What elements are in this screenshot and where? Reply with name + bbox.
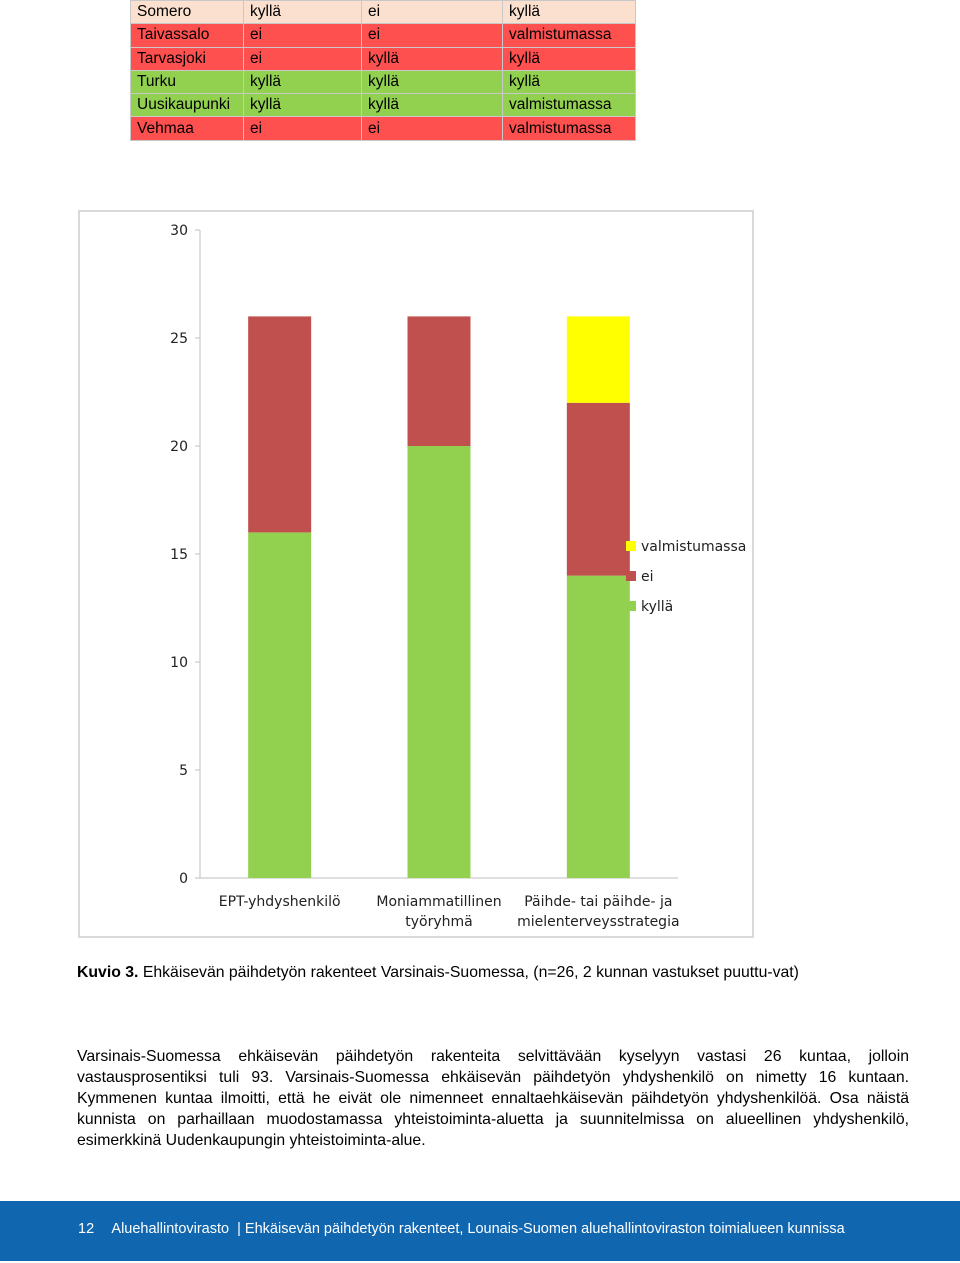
bar-segment-ei — [248, 316, 311, 532]
x-category-label: Moniammatillinen työryhmä — [376, 894, 502, 930]
table-row — [131, 47, 636, 70]
y-tick-label: 20 — [170, 439, 188, 455]
y-tick-label: 15 — [170, 547, 188, 563]
answer-cell-2: kyllä — [362, 70, 503, 93]
stacked-bar-chart — [78, 210, 754, 938]
bar-segment-kyllä — [408, 446, 471, 878]
legend-label: kyllä — [641, 599, 674, 615]
municipality-cell: Taivassalo — [131, 24, 244, 47]
legend-swatch-kyllä — [626, 601, 636, 611]
x-category-label: EPT-yhdyshenkilö — [218, 894, 341, 910]
y-tick-label: 5 — [179, 763, 188, 779]
legend-label: ei — [641, 569, 654, 585]
answer-cell-1: kyllä — [244, 1, 362, 24]
y-tick-label: 25 — [170, 331, 188, 347]
y-tick-label: 0 — [179, 871, 188, 887]
municipality-cell: Somero — [131, 1, 244, 24]
page-footer — [0, 1201, 960, 1261]
caption-text: Ehkäisevän päihdetyön rakenteet Varsinais-Suomessa, (n=26, 2 kunnan vastukset puuttu-vat) — [138, 964, 799, 981]
bar-segment-kyllä — [567, 576, 630, 878]
municipality-table — [130, 0, 636, 141]
answer-cell-1: kyllä — [244, 94, 362, 117]
legend-label: valmistumassa — [641, 539, 747, 555]
legend-swatch-valmistumassa — [626, 541, 636, 551]
answer-cell-1: ei — [244, 117, 362, 140]
answer-cell-1: ei — [244, 47, 362, 70]
chart-canvas — [80, 212, 756, 940]
answer-cell-3: kyllä — [503, 70, 636, 93]
answer-cell-2: ei — [362, 24, 503, 47]
municipality-cell: Vehmaa — [131, 117, 244, 140]
y-tick-label: 10 — [170, 655, 188, 671]
bar-segment-ei — [567, 403, 630, 576]
bar-segment-ei — [408, 316, 471, 446]
body-paragraph: Varsinais-Suomessa ehkäisevän päihdetyön rakenteita selvittävään kyselyyn vastasi 26 kuntaa, jolloin vastausprosentiksi tuli 93. Varsinais-Suomessa ehkäisevän päihdetyön yhdyshenkilö on nimetty 16 kuntaan. Kymmenen kuntaa ilmoitti, että he eivät ole nimenneet ennaltaehkäisevän päihdetyön yhdyshenkilöä. Osa näistä kunnista on parhaillaan muodostamassa yhteistoiminta-aluetta ja suunnitelmissa on alueellinen yhdyshenkilö, esimerkkinä Uudenkaupungin yhteistoiminta-alue. — [77, 1048, 909, 1149]
page-number: 12 — [78, 1221, 95, 1237]
answer-cell-1: kyllä — [244, 70, 362, 93]
answer-cell-3: kyllä — [503, 47, 636, 70]
table-row — [131, 94, 636, 117]
x-category-label: Päihde- tai päihde- ja mielenterveysstrategia — [517, 894, 680, 930]
table-row — [131, 1, 636, 24]
legend-swatch-ei — [626, 571, 636, 581]
municipality-cell: Turku — [131, 70, 244, 93]
bar-segment-kyllä — [248, 532, 311, 878]
municipality-cell: Uusikaupunki — [131, 94, 244, 117]
answer-cell-2: ei — [362, 117, 503, 140]
figure-caption — [77, 962, 909, 983]
answer-cell-2: kyllä — [362, 47, 503, 70]
table-row — [131, 70, 636, 93]
answer-cell-3: valmistumassa — [503, 94, 636, 117]
answer-cell-3: kyllä — [503, 1, 636, 24]
caption-label: Kuvio 3. — [77, 964, 139, 981]
answer-cell-1: ei — [244, 24, 362, 47]
footer-text: Aluehallintovirasto | Ehkäisevän päihdetyön rakenteet, Lounais-Suomen aluehallintoviraston toimialueen kunnissa — [111, 1221, 845, 1237]
table-row — [131, 24, 636, 47]
answer-cell-3: valmistumassa — [503, 24, 636, 47]
bar-segment-valmistumassa — [567, 316, 630, 402]
y-tick-label: 30 — [170, 223, 188, 239]
answer-cell-2: kyllä — [362, 94, 503, 117]
answer-cell-3: valmistumassa — [503, 117, 636, 140]
municipality-cell: Tarvasjoki — [131, 47, 244, 70]
table-row — [131, 117, 636, 140]
answer-cell-2: ei — [362, 1, 503, 24]
